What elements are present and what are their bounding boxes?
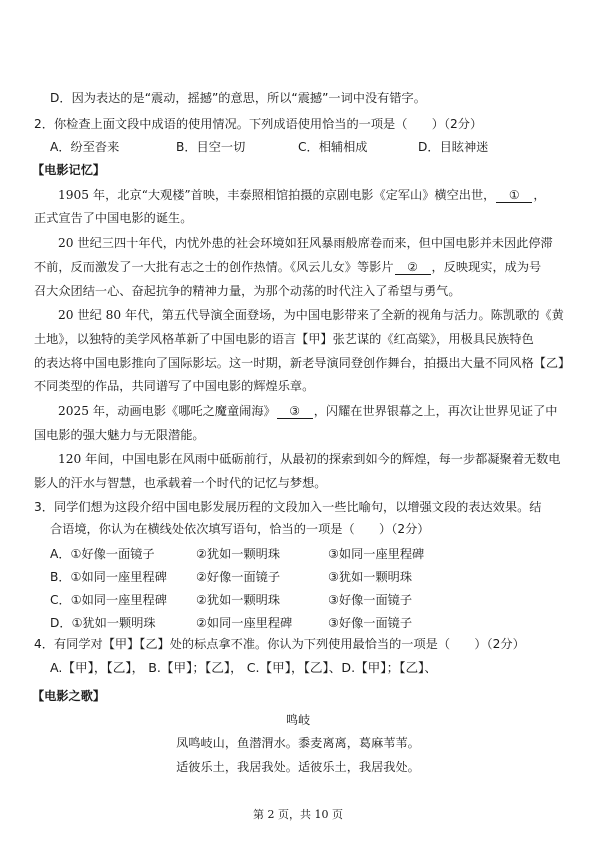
paragraph-2-line-3: 召大众团结一心、奋起抗争的精神力量，为那个动荡的时代注入了希望与勇气。 (34, 284, 461, 298)
poem-title: 鸣岐 (285, 713, 311, 727)
paragraph-2-line-1: 20 世纪三四十年代，内忧外患的社会环境如狂风暴雨般席卷而来，但中国电影并未因此停滞 (58, 236, 553, 250)
page-footer: 第 2 页，共 10 页 (253, 808, 343, 821)
paragraph-1-line-2: 正式宣告了中国电影的诞生。 (34, 211, 193, 225)
q3-stem-line-2: 合语境，你认为在横线处依次填写语句，恰当的一项是（ ）（2分） (50, 522, 430, 536)
q2-option-d: D．目眩神迷 (418, 140, 489, 154)
q3-option-a-3: ③如同一座里程碑 (328, 547, 425, 561)
q4-stem: 4．有同学对【甲】【乙】处的标点拿不准。你认为下列使用最恰当的一项是（ ）（2分） (34, 637, 525, 651)
blank-3: ③ (277, 404, 313, 419)
poem-line-1: 凤鸣岐山，鱼潜渭水。黍麦离离，葛麻苇苇。 (176, 736, 420, 750)
paragraph-3-line-2: 土地》，以独特的美学风格革新了中国电影的语言【甲】张艺谋的《红高粱》，用极具民族特色 (34, 332, 534, 346)
paragraph-5-line-1: 120 年间，中国电影在风雨中砥砺前行，从最初的探索到如今的辉煌，每一步都凝聚着无数电 (58, 452, 561, 466)
q3-option-b-1: B．①如同一座里程碑 (50, 570, 167, 584)
blank-2: ② (395, 260, 431, 275)
paragraph-3-line-4: 不同类型的作品，共同谱写了中国电影的辉煌乐章。 (34, 379, 315, 393)
q2-option-a: A．纷至沓来 (50, 140, 120, 154)
q1-option-d: D．因为表达的是“震动，摇撼”的意思，所以“震撼”一词中没有错字。 (50, 91, 426, 105)
poem-line-2: 适彼乐土，我居我处。适彼乐土，我居我处。 (176, 760, 420, 774)
q3-option-d-1: D．①犹如一颗明珠 (50, 616, 156, 630)
q3-option-d-2: ②如同一座里程碑 (196, 616, 293, 630)
q3-option-d-3: ③好像一面镜子 (328, 616, 413, 630)
q3-option-c-2: ②犹如一颗明珠 (196, 593, 281, 607)
paragraph-4-line-1: 2025 年，动画电影《哪吒之魔童闹海》 ③ ，闪耀在世界银幕之上，再次让世界见证了中 (58, 404, 558, 418)
q3-option-a-1: A．①好像一面镜子 (50, 547, 155, 561)
section-heading-memory: 【电影记忆】 (32, 163, 106, 177)
q2-stem: 2．你检查上面文段中成语的使用情况。下列成语使用恰当的一项是（ ）（2分） (34, 117, 483, 131)
q3-option-a-2: ②犹如一颗明珠 (196, 547, 281, 561)
q3-option-b-3: ③犹如一颗明珠 (328, 570, 413, 584)
paragraph-5-line-2: 影人的汗水与智慧，也承载着一个时代的记忆与梦想。 (34, 476, 327, 490)
q3-option-b-2: ②好像一面镜子 (196, 570, 281, 584)
paragraph-2-line-2: 不前，反而激发了一大批有志之士的创作热情。《风云儿女》等影片 ② ，反映现实，成为号 (34, 260, 542, 274)
paragraph-1-line-1: 1905 年，北京“大观楼”首映，丰泰照相馆拍摄的京剧电影《定军山》横空出世， ① ， (58, 188, 546, 202)
q3-option-c-1: C．①如同一座里程碑 (50, 593, 167, 607)
section-heading-song: 【电影之歌】 (32, 689, 106, 703)
paragraph-4-line-2: 国电影的强大魅力与无限潜能。 (34, 428, 205, 442)
q2-option-b: B．目空一切 (176, 140, 246, 154)
q2-option-c: C．相辅相成 (298, 140, 368, 154)
q3-stem-line-1: 3．同学们想为这段介绍中国电影发展历程的文段加入一些比喻句，以增强文段的表达效果。结 (34, 500, 542, 514)
blank-1: ① (496, 188, 532, 203)
paragraph-3-line-3: 的表达将中国电影推向了国际影坛。这一时期，新老导演同登创作舞台，拍摄出大量不同风格【乙】 (34, 356, 571, 370)
q4-options: A.【甲】，【乙】， B.【甲】；【乙】， C.【甲】，【乙】、D.【甲】；【乙】、 (50, 660, 437, 675)
paragraph-3-line-1: 20 世纪 80 年代，第五代导演全面登场，为中国电影带来了全新的视角与活力。陈凯歌的《黄 (58, 308, 564, 322)
q3-option-c-3: ③好像一面镜子 (328, 593, 413, 607)
